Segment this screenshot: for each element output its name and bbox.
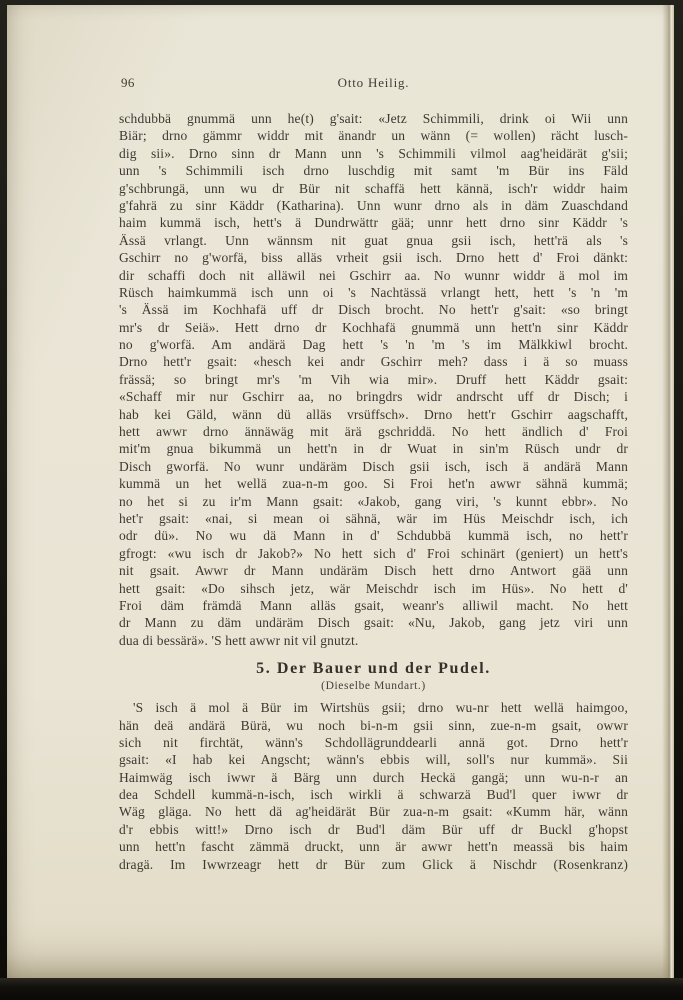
text-line: gfrogt: «wu isch dr Jakob?» No hett sich d' Froi schinärt (geniert) un hett's <box>119 545 628 561</box>
text-block <box>119 110 628 873</box>
text-line: 's Ässä im Kochhafä uff dr Disch brocht. No hett'r g'sait: «so bringt <box>119 302 628 318</box>
text-line: odr dü». No wu dä Mann in d' Schdubbä kummä isch, no hett'r <box>119 528 628 544</box>
text-line: dig sii». Drno sinn dr Mann unn 's Schimmili vilmol aag'heidärät g'sii; <box>119 145 628 161</box>
text-line: sich nit firchtät, wänn's Schdollägrunddearli annä got. Drno hett'r <box>119 734 628 750</box>
book-page <box>7 5 674 978</box>
text-line: 'S isch ä mol ä Bür im Wirtshüs gsii; drno wu-nr hett wellä haimgoo, <box>133 700 628 716</box>
text-line: dr Mann zu däm undäräm Disch gsait: «Nu, Jakob, gang jetz viri unn <box>119 615 628 631</box>
page-number: 96 <box>121 75 135 90</box>
story-5-text <box>119 699 628 873</box>
page-header <box>119 75 628 93</box>
text-line: Wäg gläga. No hett dä ag'heidärät Bür zua-n-m gsait: «Kumm här, wänn <box>119 804 628 820</box>
text-line: g'fahrä zu sinr Käddr (Katharina). Unn wunr drno als in däm Zuaschdand <box>119 197 628 213</box>
section-5-subheading: (Dieselbe Mundart.) <box>321 680 426 693</box>
text-line: Rüsch haimkummä isch unn oi 's Nachtässä vrlangt hett, hett 's 'n 'm <box>119 284 628 300</box>
text-line: unn hett'n fascht zämmä druckt, unn är awwr hett'n meassä bis haim <box>119 839 628 855</box>
text-line: dea Schdell kummä-n-isch, isch wirkli ä schwarzä Bud'l quer iwwr dr <box>119 787 628 803</box>
text-line: hän deä andärä Bürä, wu noch bi-n-m gsii sinn, zue-n-m gsait, owwr <box>119 717 628 733</box>
text-line: hett awwr drno ännäwäg mit ärä gschriddä. No hett ändlich d' Froi <box>119 424 628 440</box>
running-header: Otto Heilig. <box>337 75 410 90</box>
text-line: Haimwäg isch iwwr ä Bärg unn durch Heckä gangä; unn wu-n-r an <box>119 769 628 785</box>
text-line: frässä; so bringt mr's 'm Vih wia mir». Druff hett Käddr gsait: <box>119 371 628 387</box>
text-line: hett gsait: «Do sihsch jetz, wär Meischdr isch im Hüs». No hett d' <box>119 580 628 596</box>
text-line: d'r ebbis witt!» Drno isch dr Bud'l däm Bür uff dr Buckl g'hopst <box>119 821 628 837</box>
text-line: no het si zu ir'm Mann gsait: «Jakob, gang viri, 's kunnt ebbr». No <box>119 493 628 509</box>
text-line: schdubbä gnummä unn he(t) g'sait: «Jetz Schimmili, drink oi Wii unn <box>119 111 628 126</box>
text-line: mit'm gnua bikummä un hett'n in dr Wuat in sin'm Rüsch undr dr <box>119 441 628 457</box>
text-line: mr's dr Seiä». Hett drno dr Kochhafä gnummä unn hett'n sinr Käddr <box>119 319 628 335</box>
text-line: Disch gworfä. No wunr undäräm Disch gsii isch, isch ä andärä Mann <box>119 458 628 474</box>
text-line: dragä. Im Iwwrzeagr hett dr Bür zum Glick ä Nischdr (Rosenkranz) <box>119 856 628 872</box>
text-line: Biär; drno gämmr widdr mit änandr un wänn (= wollen) rächt lusch- <box>119 128 628 144</box>
text-line: «Schaff mir nur Gschirr aa, no bringdrs widr andrscht uff dr Disch; i <box>119 389 628 405</box>
section-5-heading: 5. Der Bauer und der Pudel. <box>256 660 491 678</box>
text-line: no g'worfä. Am andärä Dag hett 's 'n 'm 's im Mälkkiwl brocht. <box>119 337 628 353</box>
text-line: g'schbrungä, unn wu dr Bür nit schaffä hett kännä, isch'r widdr haim <box>119 180 628 196</box>
text-line: nit gsait. Awwr dr Mann undäräm Disch hett drno Antwort gää unn <box>119 563 628 579</box>
text-line: dir schaffi doch nit alläwil nei Gschirr aa. No wunnr widdr ä mol im <box>119 267 628 283</box>
text-line: unn 's Schimmili isch drno luschdig mit samt 'm Bür ins Fäld <box>119 163 628 179</box>
text-line: gsait: «I hab kei Angscht; wänn's ebbis will, soll's nur kummä». Sii <box>119 752 628 768</box>
text-line: kummä un het wellä zua-n-m goo. Si Froi het'n awwr sähnä kummä; <box>119 476 628 492</box>
text-line: Ässä vrlangt. Unn wännsm nit guat gnua gsii isch, hett'rä als 's <box>119 232 628 248</box>
page-edge-shadow <box>662 5 674 978</box>
text-line: Froi däm främdä Mann alläs gsait, weanr's alliwil macht. No hett <box>119 597 628 613</box>
text-line: hab kei Gäld, wänn dü alläs vrsüffsch». Drno hett'r Gschirr aagschafft, <box>119 406 628 422</box>
text-line: het'r gsait: «nai, si mean oi sähnä, wär im Hüs Meischdr isch, ich <box>119 510 628 526</box>
text-line: haim kummä isch, hett's ä Dundrwättr gää; unnr hett drno sinr Käddr 's <box>119 215 628 231</box>
text-line: dua di bessärä». 'S hett awwr nit vil gnutzt. <box>119 632 359 648</box>
text-line: Gschirr no g'worfä, biss alläs vrheit gsii isch. Drno hett d' Froi dänkt: <box>119 250 628 266</box>
text-line: Drno hett'r gsait: «hesch kei andr Gschirr meh? dass i ä so muass <box>119 354 628 370</box>
bottom-scan-band <box>0 978 683 1000</box>
story-4-continuation <box>119 110 628 649</box>
